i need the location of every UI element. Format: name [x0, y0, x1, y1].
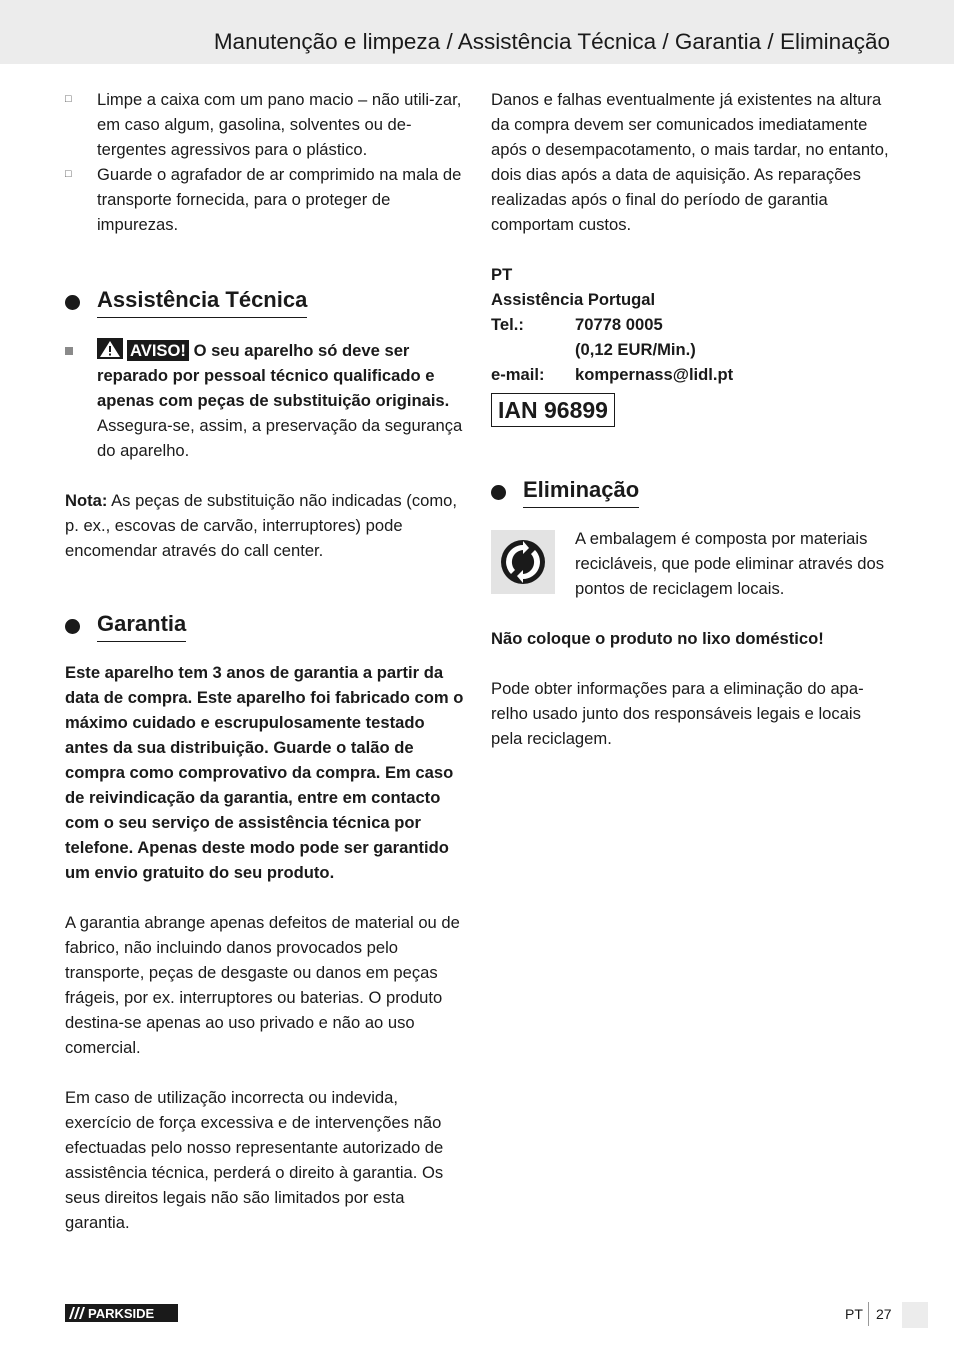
disposal-info: Pode obter informações para a eliminação do apa-relho usado junto dos responsáveis legais e locais pela reciclagem. [491, 679, 864, 748]
tel-value: 70778 0005 [575, 315, 663, 334]
tel-rate: (0,12 EUR/Min.) [575, 340, 696, 359]
warranty-heading [65, 609, 465, 642]
warning-text: Assegura-se, assim, a preservação da segurança do aparelho. [97, 416, 463, 460]
square-bullet-icon [65, 347, 73, 355]
heading-bullet-icon [491, 485, 506, 500]
note-text: As peças de substituição não indicadas (como, p. ex., escovas de carvão, interruptores) pode encomendar através do call center. [65, 491, 458, 560]
packaging-text: A embalagem é composta por materiais recicláveis, que pode eliminar através dos pontos de reciclagem locais. [575, 529, 884, 598]
right-column [491, 87, 891, 751]
bullet-square-icon: □ [65, 93, 72, 105]
maintenance-bullet-1 [65, 87, 465, 162]
warning-item [65, 338, 465, 463]
packaging-row [491, 526, 891, 601]
contact-tel-row [491, 312, 891, 337]
warranty-paragraph-3: Em caso de utilização incorrecta ou indevida, exercício de força excessiva e de intervenções não efectuadas pelo nosso representante autorizado de assistência técnica, perderá o direito à garantia. Os seus direitos legais não são limitados por esta garantia. [65, 1088, 444, 1232]
contact-rate-row [491, 337, 891, 362]
warning-bold-text: O seu aparelho só deve ser reparado por pessoal técnico qualificado e apenas com peças de substituição originais. [97, 341, 450, 410]
ian-container [491, 393, 891, 427]
parkside-logo [65, 1304, 178, 1327]
page-title: Manutenção e limpeza / Assistência Técnica / Garantia / Eliminação [213, 29, 890, 54]
damages-paragraph: Danos e falhas eventualmente já existentes na altura da compra devem ser comunicados imediatamente após o desempacotamento, o mais tardar, no entanto, dois dias após a data de aquisição. As reparações realizadas após o final do período de garantia comportam custos. [491, 90, 889, 234]
note-paragraph [65, 488, 465, 563]
brand-text: PARKSIDE [88, 1306, 155, 1321]
maintenance-text-1: Limpe a caixa com um pano macio – não utili-zar, em caso algum, gasolina, solventes ou de-tergentes agressivos para o plástico. [97, 90, 462, 159]
warranty-paragraph-2: A garantia abrange apenas defeitos de material ou de fabrico, não incluindo danos provocados pelo transporte, peças de desgaste ou danos em peças frágeis, por ex. interruptores ou baterias. O produto destina-se apenas ao uso privado e não ao uso comercial. [65, 913, 460, 1057]
disposal-heading-text: Eliminação [523, 475, 639, 508]
warning-paragraph [97, 338, 465, 463]
warning-triangle-icon [97, 338, 123, 359]
page-number: 27 [876, 1306, 892, 1322]
heading-bullet-icon [65, 619, 80, 634]
warning-badge: AVISO! [127, 340, 189, 361]
service-heading [65, 285, 465, 318]
email-label: e-mail: [491, 365, 545, 384]
left-column [65, 87, 465, 1235]
tel-label: Tel.: [491, 315, 524, 334]
recycle-icon [499, 538, 547, 586]
ian-box: IAN 96899 [491, 393, 615, 427]
contact-country: PT [491, 265, 513, 284]
warranty-heading-text: Garantia [97, 609, 186, 642]
service-heading-text: Assistência Técnica [97, 285, 307, 318]
maintenance-bullet-2 [65, 162, 465, 237]
recycle-icon-box [491, 530, 555, 594]
bullet-square-icon: □ [65, 168, 72, 180]
warranty-bold-paragraph: Este aparelho tem 3 anos de garantia a partir da data de compra. Este aparelho foi fabricado com o máximo cuidado e escrupulosamente testado antes da sua distribuição. Guarde o talão de compra como comprovativo da compra. Em caso de reivindicação da garantia, entre em contacto com o seu serviço de assistência técnica por telefone. Apenas deste modo pode ser garantido um envio gratuito do seu produto. [65, 663, 464, 882]
contact-block [491, 262, 891, 387]
maintenance-text-2: Guarde o agrafador de ar comprimido na mala de transporte fornecida, para o proteger de impurezas. [97, 165, 462, 234]
no-household-waste: Não coloque o produto no lixo doméstico! [491, 629, 824, 648]
heading-bullet-icon [65, 295, 80, 310]
contact-name: Assistência Portugal [491, 290, 656, 309]
note-label: Nota: [65, 491, 108, 510]
footer-tab [902, 1302, 928, 1328]
footer-language: PT [845, 1306, 863, 1322]
email-value: kompernass@lidl.pt [575, 365, 734, 384]
footer-separator [868, 1302, 869, 1326]
contact-email-row [491, 362, 891, 387]
disposal-heading [491, 475, 891, 508]
